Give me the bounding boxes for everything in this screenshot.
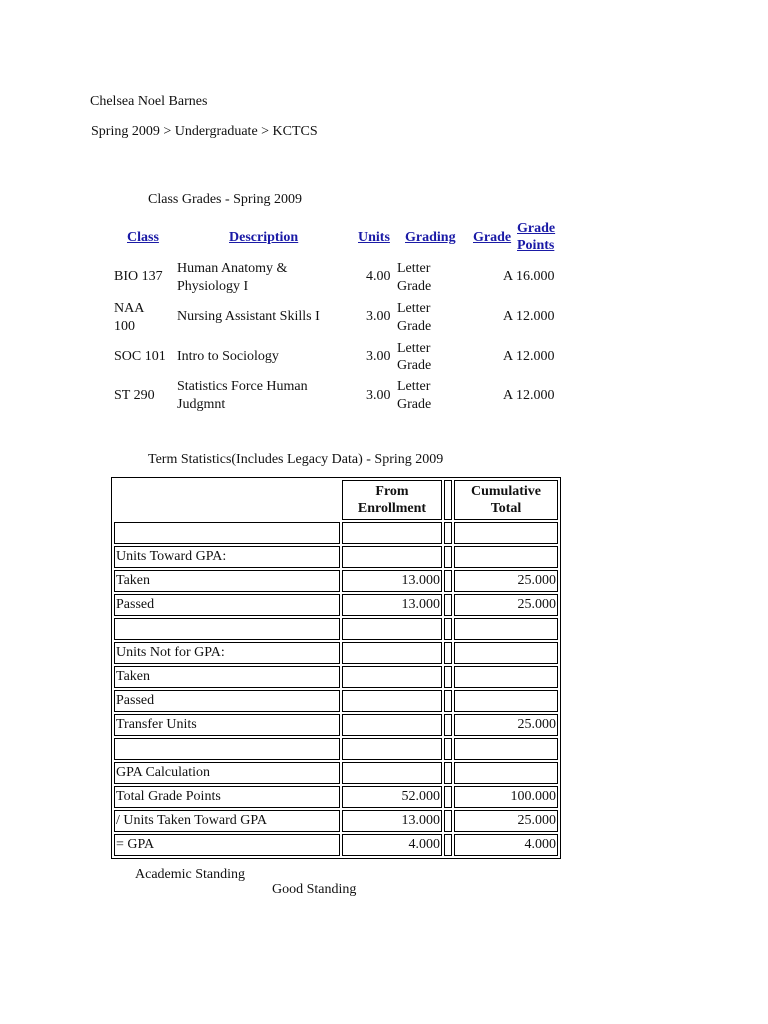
stats-spacer [444,714,452,736]
class-description: Intro to Sociology [177,349,279,364]
stats-spacer [444,570,452,592]
stats-cumulative: 25.000 [454,594,558,616]
col-header-cum-line1: Cumulative [471,484,541,499]
stats-from-enrollment [342,546,442,568]
col-header-from-line1: From [375,484,409,499]
class-grading-line2: Grade [397,279,432,294]
stats-cumulative: 4.000 [454,834,558,856]
stats-from-enrollment: 4.000 [342,834,442,856]
col-header-units[interactable]: Units [358,230,390,245]
stats-from-enrollment [342,690,442,712]
class-grading-line1: Letter [397,261,431,276]
student-name: Chelsea Noel Barnes [90,94,208,109]
stats-from-enrollment [342,666,442,688]
col-header-from-enrollment [342,480,442,520]
class-grading-line2: Grade [397,319,432,334]
stats-row [114,690,558,712]
class-grading-line2: Grade [397,358,432,373]
class-code: BIO 137 [114,269,163,284]
col-header-cumulative-total [454,480,558,520]
stats-spacer [444,786,452,808]
stats-label: Passed [114,594,340,616]
stats-from-enrollment [342,714,442,736]
class-code-line1: NAA [114,301,145,316]
stats-row [114,762,558,784]
stats-cumulative: 25.000 [454,570,558,592]
stats-cumulative [454,546,558,568]
stats-cumulative: 25.000 [454,714,558,736]
stats-cumulative [454,762,558,784]
stats-label: Taken [114,666,340,688]
class-grading-line2: Grade [397,397,432,412]
stats-from-enrollment [342,522,442,544]
col-header-grade[interactable]: Grade [473,230,512,245]
stats-spacer [444,480,452,520]
stats-spacer [444,738,452,760]
breadcrumb: Spring 2009 > Undergraduate > KCTCS [91,124,318,139]
stats-row [114,594,558,616]
stats-cumulative [454,738,558,760]
class-grades-caption: Class Grades - Spring 2009 [148,192,302,207]
stats-row [114,834,558,856]
col-header-from-line2: Enrollment [357,501,427,516]
class-grade: A [503,388,514,403]
stats-spacer [444,810,452,832]
stats-row [114,786,558,808]
stats-from-enrollment: 13.000 [342,570,442,592]
stats-spacer [444,594,452,616]
class-grading-line1: Letter [397,379,431,394]
stats-header-blank [114,480,340,520]
stats-row [114,714,558,736]
stats-label: Units Toward GPA: [114,546,340,568]
class-grade: A [503,349,514,364]
col-header-cum-line2: Total [490,501,522,516]
stats-row [114,738,558,760]
stats-spacer [444,546,452,568]
stats-cumulative: 100.000 [454,786,558,808]
stats-row [114,570,558,592]
stats-from-enrollment [342,762,442,784]
stats-row [114,618,558,640]
academic-standing-label: Academic Standing [135,867,246,882]
stats-cumulative [454,666,558,688]
stats-spacer [444,618,452,640]
stats-from-enrollment: 13.000 [342,810,442,832]
stats-label [114,738,340,760]
class-units: 3.00 [366,309,391,324]
class-grade: A [503,269,514,284]
stats-from-enrollment: 52.000 [342,786,442,808]
class-code: SOC 101 [114,349,166,364]
stats-label: Taken [114,570,340,592]
stats-spacer [444,834,452,856]
stats-label: Total Grade Points [114,786,340,808]
stats-cumulative [454,690,558,712]
class-grading-line1: Letter [397,341,431,356]
stats-label: Units Not for GPA: [114,642,340,664]
class-grading-line1: Letter [397,301,431,316]
stats-header-row [114,480,558,520]
class-units: 3.00 [366,349,391,364]
class-grade-points: 12.000 [516,349,555,364]
stats-label: Transfer Units [114,714,340,736]
class-grade: A [503,309,514,324]
class-code-line2: 100 [114,319,135,334]
stats-label [114,618,340,640]
stats-label: / Units Taken Toward GPA [114,810,340,832]
col-header-grading[interactable]: Grading [405,230,456,245]
class-description-line2: Judgmnt [177,397,226,412]
stats-spacer [444,642,452,664]
stats-cumulative [454,618,558,640]
class-units: 4.00 [366,269,391,284]
stats-label: = GPA [114,834,340,856]
col-header-description[interactable]: Description [229,230,299,245]
stats-row [114,810,558,832]
term-statistics-caption: Term Statistics(Includes Legacy Data) - Spring 2009 [148,452,444,467]
stats-spacer [444,762,452,784]
class-grade-points: 16.000 [516,269,555,284]
stats-from-enrollment [342,642,442,664]
stats-from-enrollment [342,738,442,760]
stats-cumulative [454,642,558,664]
stats-label: GPA Calculation [114,762,340,784]
stats-row [114,666,558,688]
class-description: Nursing Assistant Skills I [177,309,320,324]
stats-label [114,522,340,544]
col-header-grade-points-line1[interactable]: Grade [517,221,556,236]
col-header-grade-points-line2[interactable]: Points [517,238,555,253]
class-grade-points: 12.000 [516,388,555,403]
col-header-class[interactable]: Class [127,230,159,245]
class-description-line1: Statistics Force Human [177,379,308,394]
stats-spacer [444,690,452,712]
class-units: 3.00 [366,388,391,403]
class-description-line2: Physiology I [177,279,249,294]
stats-cumulative [454,522,558,544]
stats-from-enrollment: 13.000 [342,594,442,616]
term-statistics-table [111,477,561,859]
stats-from-enrollment [342,618,442,640]
stats-cumulative: 25.000 [454,810,558,832]
class-code: ST 290 [114,388,155,403]
stats-row [114,642,558,664]
stats-spacer [444,666,452,688]
stats-label: Passed [114,690,340,712]
stats-spacer [444,522,452,544]
stats-row [114,522,558,544]
stats-row [114,546,558,568]
academic-standing-value: Good Standing [272,882,357,897]
class-description-line1: Human Anatomy & [177,261,288,276]
class-grade-points: 12.000 [516,309,555,324]
